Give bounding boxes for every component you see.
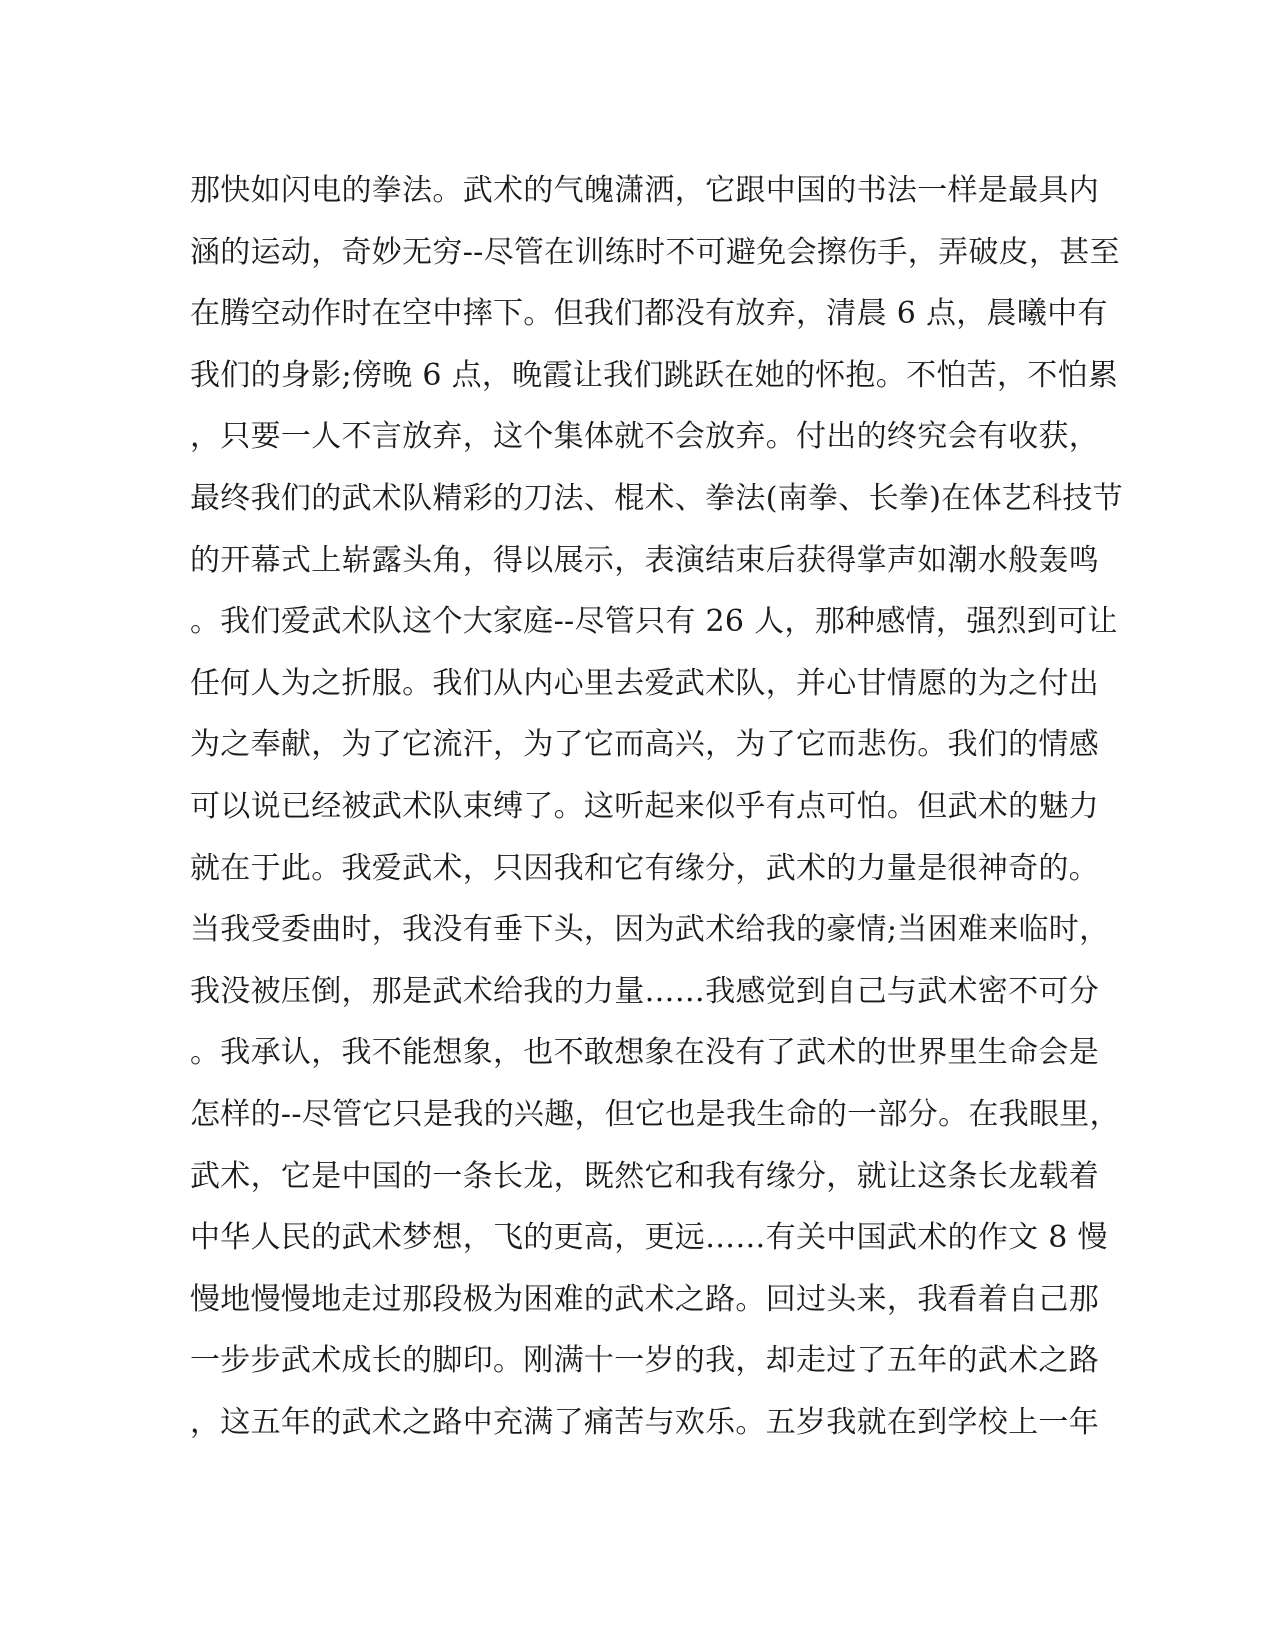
text-line: 慢地慢慢地走过那段极为困难的武术之路。回过头来，我看着自己那 xyxy=(190,1281,1099,1317)
text-line: 我们的身影;傍晚 6 点，晚霞让我们跳跃在她的怀抱。不怕苦，不怕累 xyxy=(190,357,1119,393)
text-line: 。我承认，我不能想象，也不敢想象在没有了武术的世界里生命会是 xyxy=(190,1035,1099,1071)
text-line: 中华人民的武术梦想，飞的更高，更远……有关中国武术的作文 8 慢 xyxy=(190,1220,1108,1256)
text-line: 在腾空动作时在空中摔下。但我们都没有放弃，清晨 6 点，晨曦中有 xyxy=(190,296,1108,332)
text-line: 我没被压倒，那是武术给我的力量……我感觉到自己与武术密不可分 xyxy=(190,973,1099,1009)
text-line: 的开幕式上崭露头角，得以展示，表演结束后获得掌声如潮水般轰鸣 xyxy=(190,542,1099,578)
text-line: 涵的运动，奇妙无穷--尽管在训练时不可避免会擦伤手，弄破皮，甚至 xyxy=(190,234,1120,270)
text-line: 当我受委曲时，我没有垂下头，因为武术给我的豪情;当困难来临时， xyxy=(190,912,1110,948)
text-line: 最终我们的武术队精彩的刀法、棍术、拳法(南拳、长拳)在体艺科技节 xyxy=(190,480,1124,516)
text-line: 就在于此。我爱武术，只因我和它有缘分，武术的力量是很神奇的。 xyxy=(190,850,1099,886)
text-line: 一步步武术成长的脚印。刚满十一岁的我，却走过了五年的武术之路 xyxy=(190,1343,1099,1379)
text-line: 那快如闪电的拳法。武术的气魄潇洒，它跟中国的书法一样是最具内 xyxy=(190,173,1099,208)
text-line: ，这五年的武术之路中充满了痛苦与欢乐。五岁我就在到学校上一年 xyxy=(190,1404,1099,1440)
text-line: ，只要一人不言放弃，这个集体就不会放弃。付出的终究会有收获， xyxy=(190,419,1099,455)
body-text xyxy=(190,160,1124,1453)
text-line: 。我们爱武术队这个大家庭--尽管只有 26 人，那种感情，强烈到可让 xyxy=(190,604,1118,640)
text-line: 为之奉献，为了它流汗，为了它而高兴，为了它而悲伤。我们的情感 xyxy=(190,727,1099,763)
text-line: 怎样的--尽管它只是我的兴趣，但它也是我生命的一部分。在我眼里， xyxy=(190,1096,1120,1132)
text-line: 可以说已经被武术队束缚了。这听起来似乎有点可怕。但武术的魅力 xyxy=(190,788,1099,824)
text-line: 任何人为之折服。我们从内心里去爱武术队，并心甘情愿的为之付出 xyxy=(190,665,1099,701)
text-line: 武术，它是中国的一条长龙，既然它和我有缘分，就让这条长龙载着 xyxy=(190,1158,1099,1194)
